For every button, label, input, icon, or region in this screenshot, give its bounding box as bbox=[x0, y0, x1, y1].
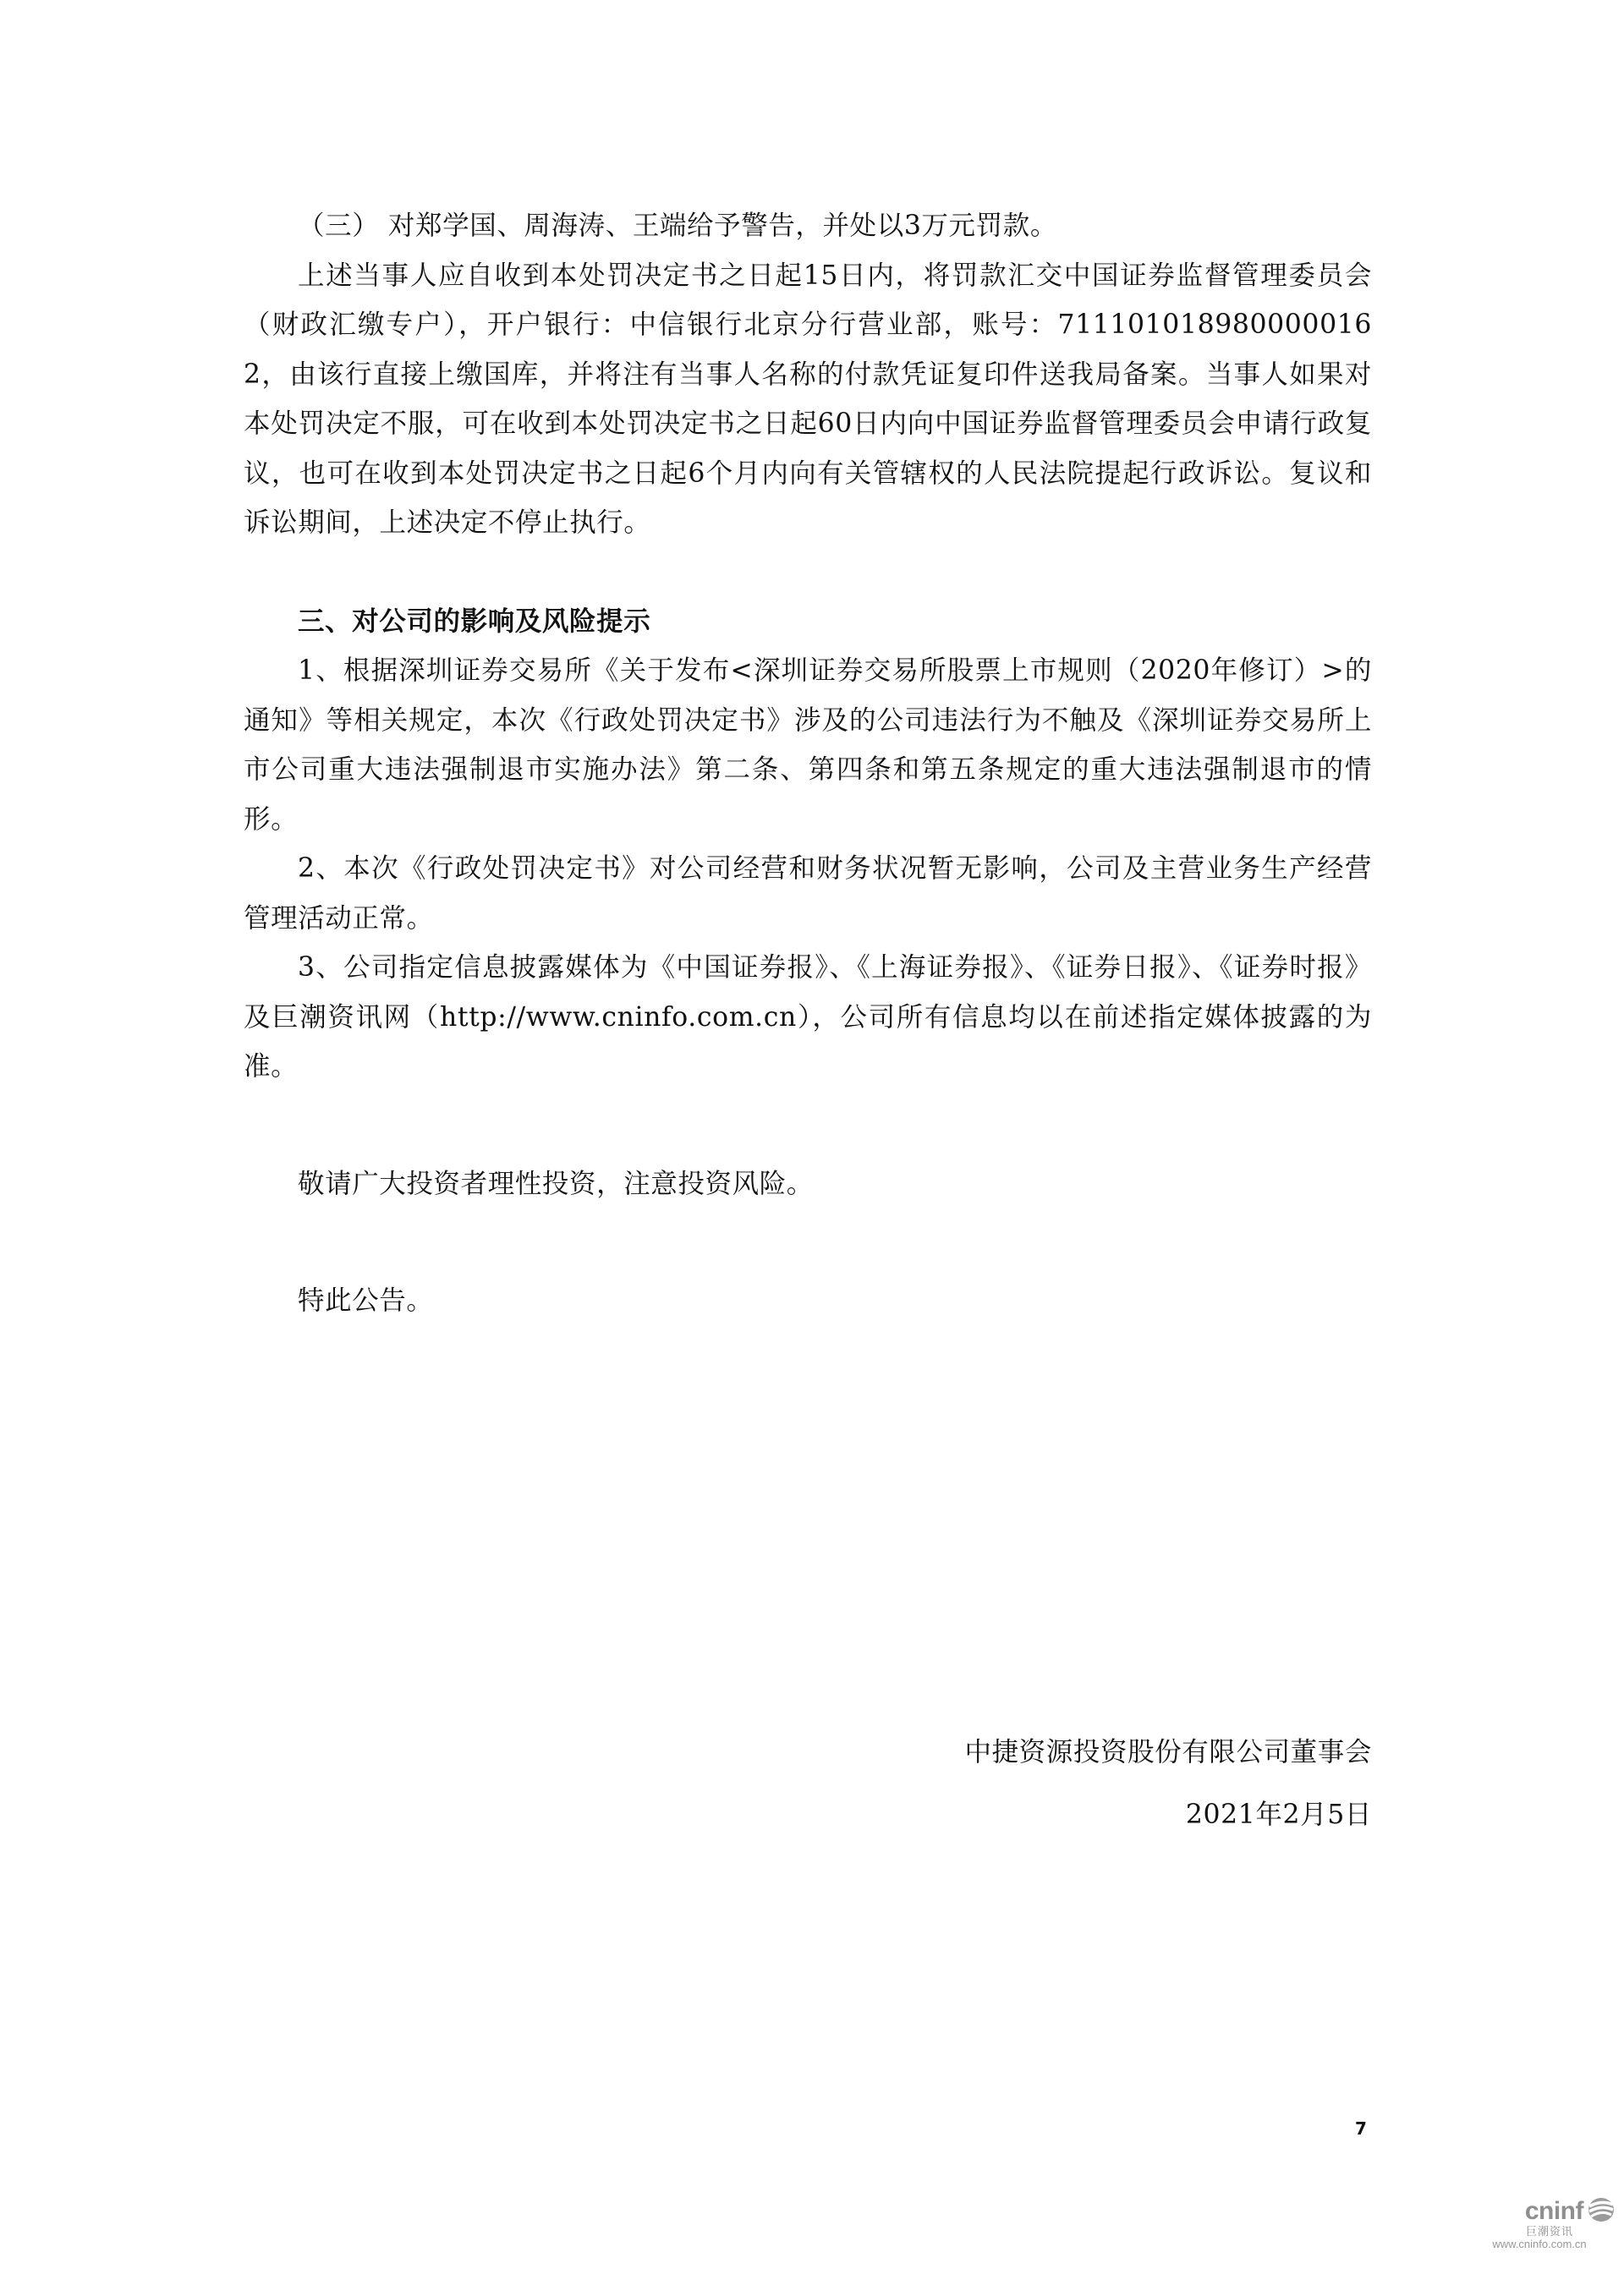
investor-risk-notice: 敬请广大投资者理性投资，注意投资风险。 bbox=[298, 1168, 814, 1199]
watermark-logo-row bbox=[1463, 2199, 1616, 2224]
section-item-2: 2、本次《行政处罚决定书》对公司经营和财务状况暂无影响，公司及主营业务生产经营管理活动正常。 bbox=[244, 853, 1372, 934]
section-item-3: 3、公司指定信息披露媒体为《中国证券报》、《上海证券报》、《证券日报》、《证券时报》及巨潮资讯网（http://www.cninfo.com.cn），公司所有信息均以在前述指定媒体披露的为准。 bbox=[244, 952, 1372, 1082]
spacer bbox=[244, 1092, 1372, 1159]
watermark-brand: cninf bbox=[1524, 2197, 1583, 2225]
signature-block bbox=[964, 1721, 1372, 1846]
section-item-1: 1、根据深圳证券交易所《关于发布<深圳证券交易所股票上市规则（2020年修订）>的通知》等相关规定，本次《行政处罚决定书》涉及的公司违法行为不触及《深圳证券交易所上市公司重大违法强制退市实施办法》第二条、第四条和第五条规定的重大违法强制退市的情形。 bbox=[244, 655, 1372, 835]
page-number: 7 bbox=[1355, 2118, 1367, 2139]
watermark-url: www.cninfo.com.cn bbox=[1492, 2238, 1587, 2250]
watermark-chinese-name: 巨潮资讯 bbox=[1525, 2225, 1573, 2238]
closing-announcement: 特此公告。 bbox=[298, 1285, 434, 1316]
document-body bbox=[244, 201, 1372, 1326]
spacer bbox=[244, 548, 1372, 597]
cninfo-watermark bbox=[1463, 2199, 1616, 2250]
signature-company: 中捷资源投资股份有限公司董事会 bbox=[964, 1737, 1372, 1767]
signature-date: 2021年2月5日 bbox=[1185, 1800, 1372, 1830]
spacer bbox=[244, 1208, 1372, 1276]
payment-instructions-paragraph: 上述当事人应自收到本处罚决定书之日起15日内，将罚款汇交中国证券监督管理委员会（财政汇缴专户），开户银行：中信银行北京分行营业部，账号：7111010189800000162，由该行直接上缴国库，并将注有当事人名称的付款凭证复印件送我局备案。当事人如果对本处罚决定不服，可在收到本处罚决定书之日起60日内向中国证券监督管理委员会申请行政复议，也可在收到本处罚决定书之日起6个月内向有关管辖权的人民法院提起行政诉讼。复议和诉讼期间，上述决定不停止执行。 bbox=[244, 260, 1372, 538]
penalty-item-three: （三） 对郑学国、周海涛、王端给予警告，并处以3万元罚款。 bbox=[298, 211, 1057, 241]
cninfo-logo-icon bbox=[1587, 2196, 1616, 2228]
section-heading: 三、对公司的影响及风险提示 bbox=[298, 605, 651, 637]
